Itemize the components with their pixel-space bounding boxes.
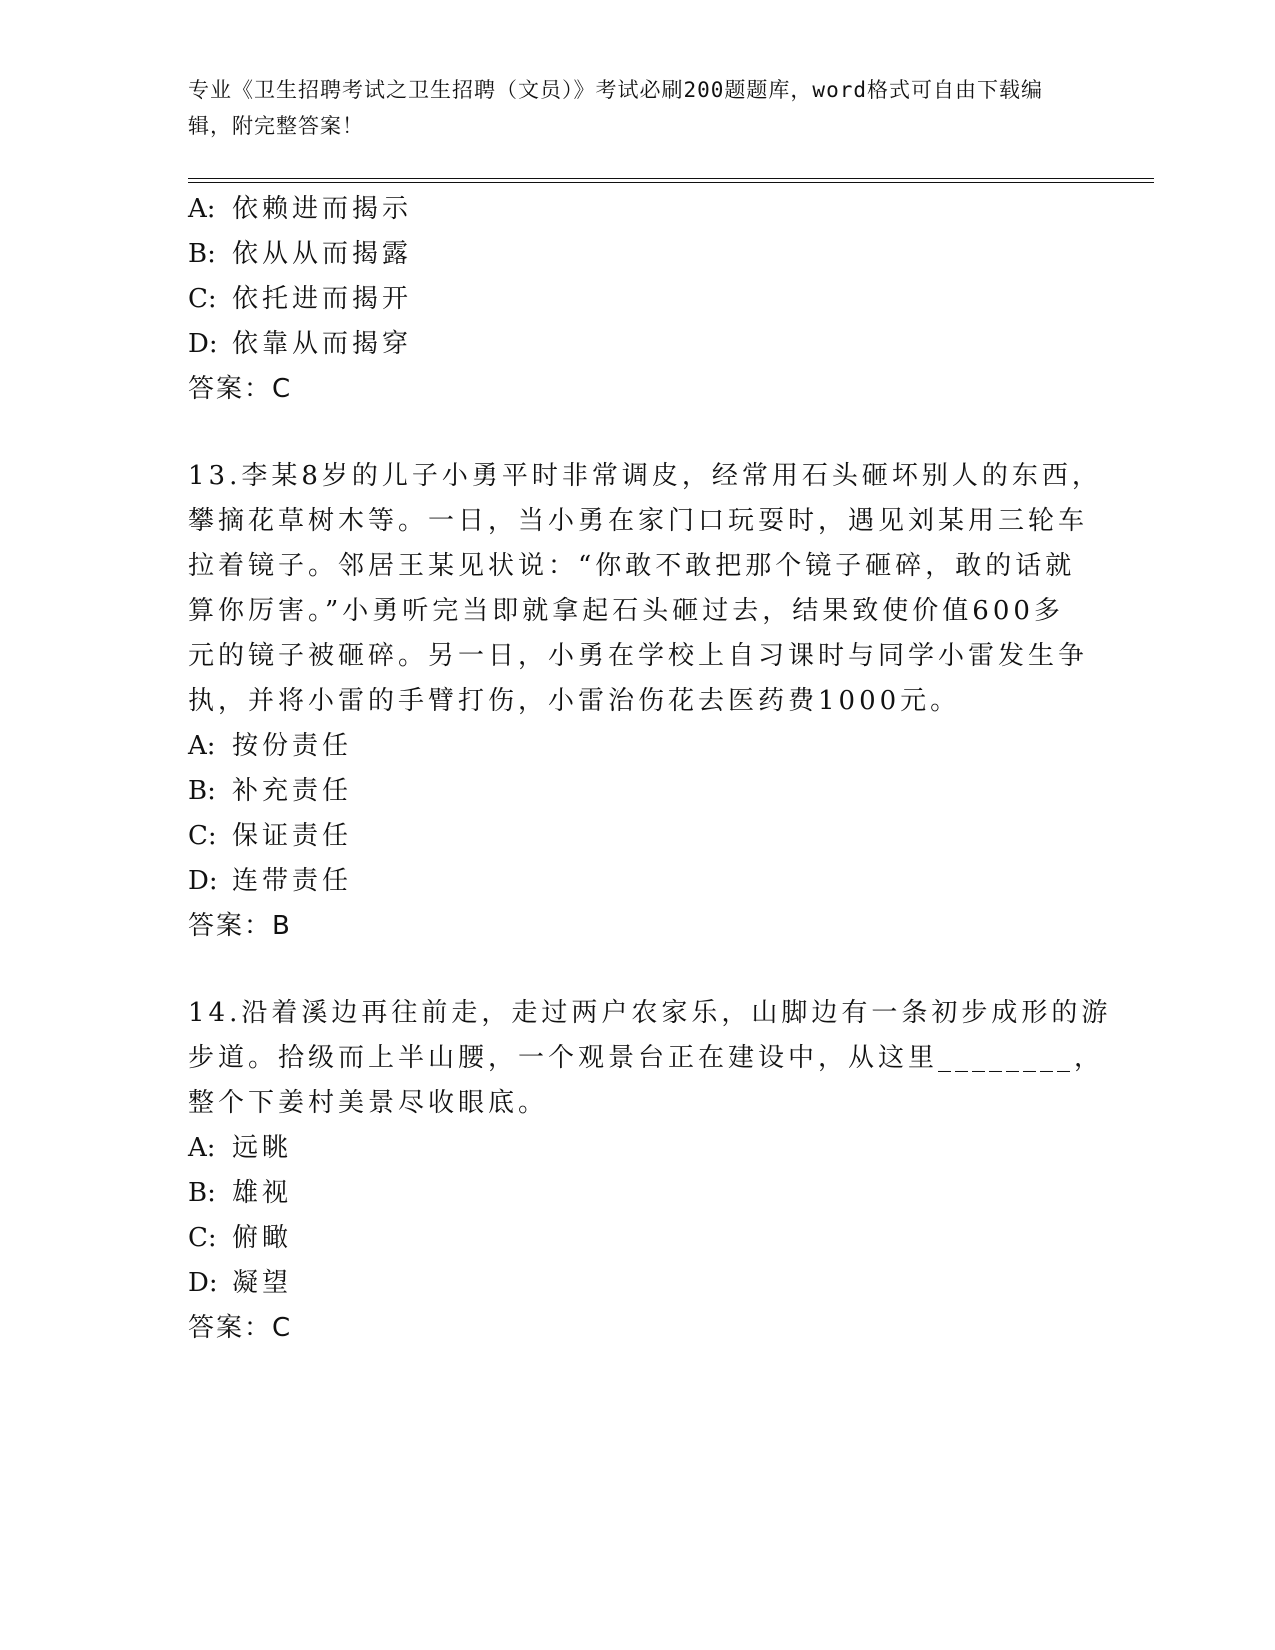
q14-option-b	[188, 1170, 292, 1216]
q14-option-a	[188, 1125, 292, 1171]
option-text: 依从从而揭露	[232, 239, 413, 269]
q13-text-line-1: 13.李某8岁的儿子小勇平时非常调皮，经常用石头砸坏别人的东西，	[188, 461, 1102, 491]
q14-text-line-1: 14.沿着溪边再往前走，走过两户农家乐，山脚边有一条初步成形的游	[188, 998, 1112, 1028]
q14-option-d	[188, 1260, 292, 1306]
option-key: B:	[188, 239, 216, 269]
q13-text-line-2: 攀摘花草树木等。一日，当小勇在家门口玩耍时，遇见刘某用三轮车	[188, 506, 1089, 536]
q13-option-c	[188, 813, 352, 859]
option-text: 俯瞰	[232, 1223, 293, 1253]
option-text: 依托进而揭开	[232, 284, 413, 314]
q12-option-b	[188, 231, 412, 277]
option-key: A:	[188, 1133, 216, 1163]
header-divider-bottom	[188, 182, 1154, 183]
option-key: B:	[188, 776, 216, 806]
q13-option-b	[188, 768, 352, 814]
q12-option-c	[188, 276, 412, 322]
option-text: 依赖进而揭示	[232, 194, 413, 224]
option-text: 远眺	[232, 1133, 293, 1163]
option-key: B:	[188, 1178, 216, 1208]
header-divider-top	[188, 178, 1154, 179]
page-header	[188, 72, 1068, 144]
option-text: 按份责任	[232, 731, 353, 761]
q13-answer: 答案：B	[188, 911, 292, 941]
option-text: 雄视	[232, 1178, 293, 1208]
q12-option-a	[188, 186, 412, 232]
option-key: D:	[188, 866, 218, 896]
q12-option-d	[188, 321, 412, 367]
header-text: 专业《卫生招聘考试之卫生招聘（文员）》考试必刷200题题库，word格式可自由下载编辑，附完整答案！	[188, 78, 1043, 138]
option-key: C:	[188, 1223, 217, 1253]
q13-option-a	[188, 723, 352, 769]
q14-answer: 答案：C	[188, 1313, 293, 1343]
option-key: D:	[188, 1268, 218, 1298]
option-key: A:	[188, 731, 216, 761]
option-text: 补充责任	[232, 776, 353, 806]
option-key: D:	[188, 329, 218, 359]
q14-text-line-2: 步道。拾级而上半山腰，一个观景台正在建设中，从这里________，	[188, 1043, 1105, 1073]
q12-answer: 答案：C	[188, 374, 293, 404]
q13-text-line-6: 执，并将小雷的手臂打伤，小雷治伤花去医药费1000元。	[188, 686, 961, 716]
option-key: A:	[188, 194, 216, 224]
option-key: C:	[188, 821, 217, 851]
q13-option-d	[188, 858, 352, 904]
option-text: 保证责任	[232, 821, 353, 851]
q13-text-line-4: 算你厉害。”小勇听完当即就拿起石头砸过去，结果致使价值600多	[188, 596, 1064, 626]
option-text: 依靠从而揭穿	[232, 329, 413, 359]
q13-text-line-3: 拉着镜子。邻居王某见状说：“你敢不敢把那个镜子砸碎，敢的话就	[188, 551, 1076, 581]
option-text: 连带责任	[232, 866, 353, 896]
q14-option-c	[188, 1215, 292, 1261]
option-text: 凝望	[232, 1268, 293, 1298]
option-key: C:	[188, 284, 217, 314]
q14-text-line-3: 整个下姜村美景尽收眼底。	[188, 1088, 549, 1118]
q13-text-line-5: 元的镜子被砸碎。另一日，小勇在学校上自习课时与同学小雷发生争	[188, 641, 1089, 671]
